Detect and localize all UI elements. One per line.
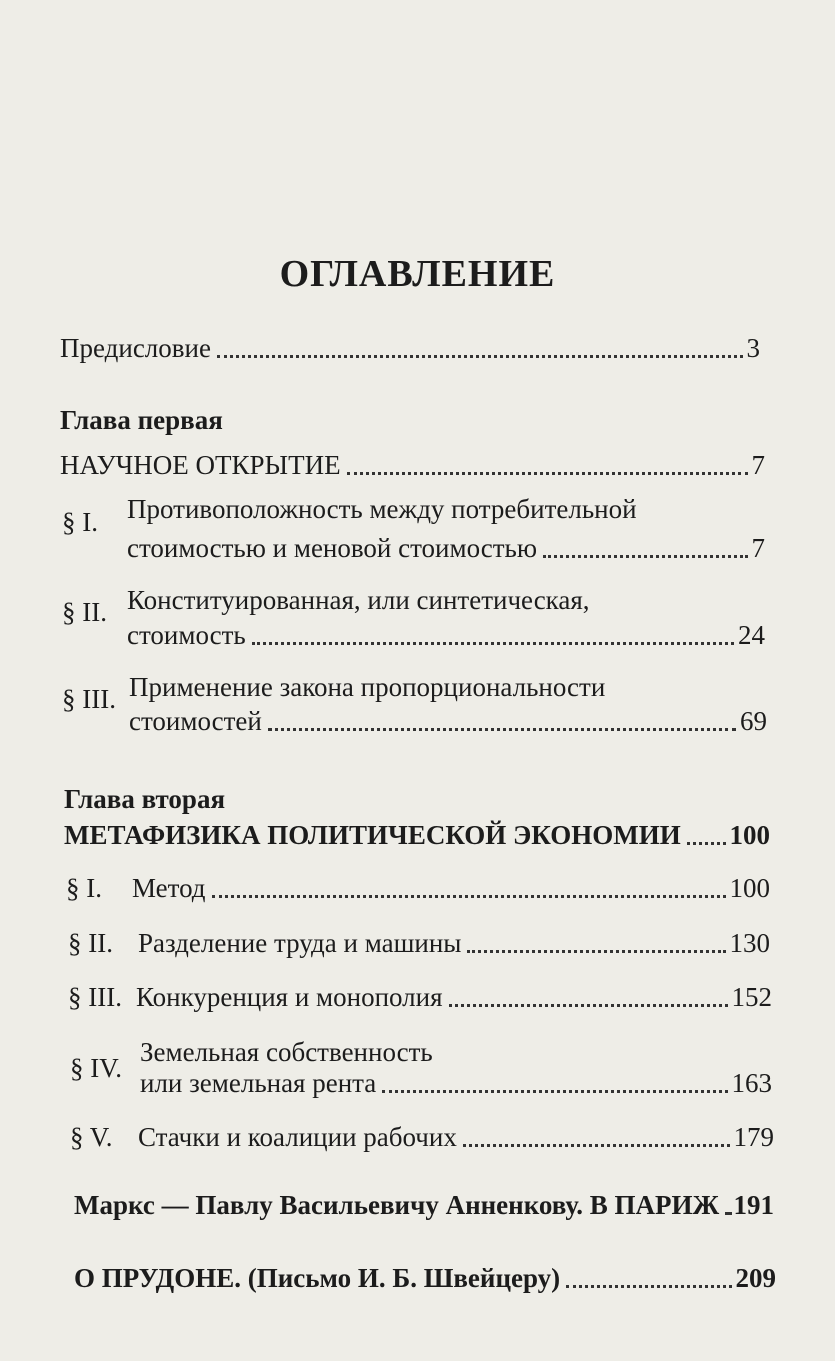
section-title-line1[interactable]: Земельная собственность — [140, 1037, 433, 1067]
page-number: 163 — [731, 1068, 772, 1098]
entry-label: Разделение труда и машины — [138, 928, 462, 958]
page-number: 3 — [746, 333, 760, 363]
toc-entry-letter[interactable] — [74, 1190, 774, 1221]
toc-entry-ch1-s1[interactable] — [127, 533, 765, 564]
dot-leader — [467, 940, 725, 953]
dot-leader — [382, 1080, 727, 1093]
section-number: § IV. — [70, 1053, 123, 1083]
section-number: § II. — [62, 597, 107, 627]
dot-leader — [268, 718, 736, 731]
page-number: 152 — [731, 982, 772, 1012]
entry-label: стоимость — [127, 620, 246, 650]
dot-leader — [543, 545, 747, 558]
dot-leader — [217, 345, 743, 358]
entry-label: стоимостью и меновой стоимостью — [127, 533, 538, 563]
dot-leader — [566, 1275, 731, 1288]
page-number: 69 — [740, 706, 767, 736]
section-number: § III. — [62, 684, 116, 714]
entry-label: Метод — [132, 873, 206, 903]
page-number: 179 — [733, 1122, 774, 1152]
dot-leader — [687, 832, 726, 845]
toc-entry-chapter-1[interactable] — [60, 450, 765, 481]
section-number: § I. — [66, 873, 102, 903]
toc-entry-ch2-s3[interactable] — [68, 982, 772, 1013]
page-number: 7 — [751, 533, 765, 563]
toc-entry-ch1-s2[interactable] — [127, 620, 765, 651]
entry-label: или земельная рента — [140, 1068, 377, 1098]
toc-entry-ch2-s2[interactable] — [68, 928, 770, 959]
dot-leader — [725, 1202, 729, 1215]
toc-entry-ch2-s1[interactable] — [66, 873, 770, 904]
toc-entry-ch2-s4[interactable] — [140, 1068, 772, 1099]
dot-leader — [463, 1134, 730, 1147]
section-number: § V. — [70, 1122, 113, 1152]
section-title-line1[interactable]: Противоположность между потребительной — [127, 494, 637, 524]
chapter-heading: Глава вторая — [64, 784, 226, 814]
dot-leader — [212, 885, 726, 898]
entry-label: НАУЧНОЕ ОТКРЫТИЕ — [60, 450, 341, 480]
page-number: 7 — [751, 450, 765, 480]
toc-entry-ch1-s3[interactable] — [129, 706, 767, 737]
section-title-line1[interactable]: Применение закона пропорциональности — [129, 672, 606, 702]
dot-leader — [449, 994, 728, 1007]
section-title-line1[interactable]: Конституированная, или синтетическая, — [127, 585, 590, 615]
entry-label: Стачки и коалиции рабочих — [138, 1122, 457, 1152]
page-number: 209 — [735, 1263, 776, 1293]
entry-label: О ПРУДОНЕ. (Письмо И. Б. Швейцеру) — [74, 1263, 561, 1293]
page-title: ОГЛАВЛЕНИЕ — [279, 253, 556, 295]
toc-entry-chapter-2[interactable] — [64, 820, 770, 851]
section-number: § I. — [62, 507, 98, 537]
toc-entry-preface[interactable] — [60, 333, 760, 364]
toc-entry-proudhon[interactable] — [74, 1263, 776, 1294]
page-number: 130 — [729, 928, 770, 958]
dot-leader — [252, 632, 734, 645]
entry-label: Маркс — Павлу Васильевичу Анненкову. В ПАРИЖ — [74, 1190, 720, 1220]
entry-label: МЕТАФИЗИКА ПОЛИТИЧЕСКОЙ ЭКОНОМИИ — [64, 820, 681, 850]
dot-leader — [347, 462, 748, 475]
page-number: 100 — [729, 820, 770, 850]
chapter-heading: Глава первая — [60, 405, 223, 435]
section-number: § II. — [68, 928, 113, 958]
page-number: 191 — [733, 1190, 774, 1220]
entry-label: Конкуренция и монополия — [136, 982, 443, 1012]
toc-entry-ch2-s5[interactable] — [70, 1122, 774, 1153]
entry-label: стоимостей — [129, 706, 262, 736]
entry-label: Предисловие — [60, 333, 211, 363]
section-number: § III. — [68, 982, 122, 1012]
page-number: 100 — [729, 873, 770, 903]
page-number: 24 — [738, 620, 765, 650]
